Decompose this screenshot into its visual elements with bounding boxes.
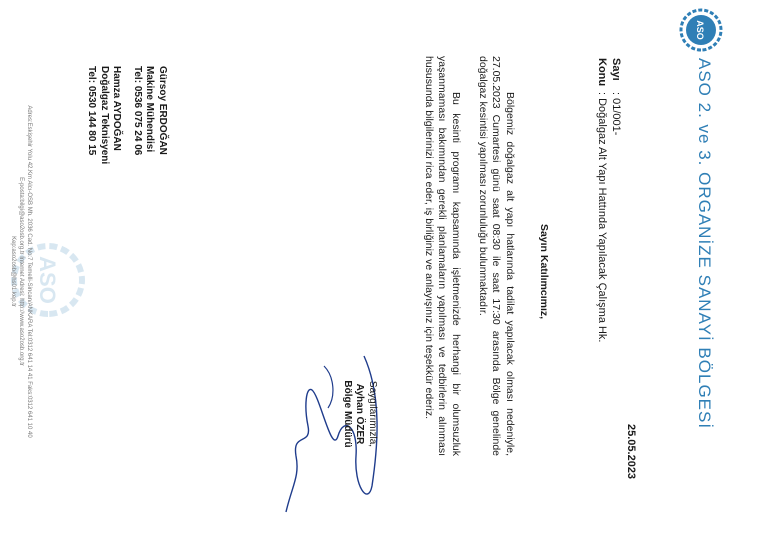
contact-role: Makine Mühendisi — [144, 66, 156, 153]
contact-item — [85, 66, 123, 164]
footer-address — [9, 16, 33, 527]
svg-text:ASO: ASO — [695, 20, 705, 40]
contact-name: Gürsoy ERDOĞAN — [157, 66, 168, 155]
subject-line — [596, 58, 608, 343]
contact-phone: Tel: 0536 075 24 06 — [132, 66, 143, 156]
contact-list — [77, 66, 168, 164]
signature-block — [341, 364, 379, 464]
contact-role: Doğalgaz Teknisyeni — [99, 66, 110, 165]
contact-name: Hamza AYDOĞAN — [111, 66, 123, 151]
letter-date: 25.05.2023 — [625, 424, 637, 480]
reference-number — [610, 58, 622, 135]
closing: Saygılarımızla, — [367, 380, 378, 448]
sayi-label: Sayı — [610, 58, 622, 81]
contact-item — [131, 66, 169, 164]
salutation: Sayın Katılımcımız, — [538, 223, 550, 320]
body-paragraph-1: Bölgemiz doğalgaz alt yapı hatlarında tadilat yapılacak olması nedeniyle, 27.05.2023 Cumartesi günü saat 08:30 ile saat 17:30 arasında Bölge genelinde doğalgaz kesintisi yapılması zorunluluğu bulunmaktadır. — [477, 56, 516, 456]
konu-value: : Doğalgaz Alt Yapı Hattında Yapılacak Çalışma Hk. — [596, 92, 608, 343]
signer-title: Bölge Müdürü — [342, 380, 353, 448]
footer-line-address: Adres:Eskişehir Yolu 42.Km Alcı-OSB Mh. 2036 Cad. No:7 Temelli-Sincan/ANKARA Tel:0312 641 14 41 Faks:0312 641 10 40 — [26, 105, 32, 438]
sayi-value: : 01/001- — [610, 92, 622, 136]
footer-line-email: E-posta:bilgi@aso2osb.org.tr İnternet Adresi: http://www.aso2osb.org.tr — [18, 177, 24, 366]
svg-text:ASO: ASO — [35, 256, 60, 304]
signer-name: Ayhan ÖZER — [354, 383, 366, 445]
organization-name: ASO 2. ve 3. ORGANİZE SANAYİ BÖLGESİ — [695, 58, 714, 430]
footer-line-kep: Kep:aso2osb@hs01.kep.tr — [10, 236, 16, 307]
aso-logo-icon — [678, 6, 724, 54]
body-paragraph-2: Bu kesinti programı kapsamında işletmenizde herhangi bir olumsuzluk yaşanmaması bakımından gerekli planlamaların yapılması ve tedbirlerin alınması hususunda bilgilerinizi rica eder, iş birliğiniz ve anlayışınız için teşekkür ederiz. — [423, 56, 462, 456]
contact-phone: Tel: 0530 144 80 15 — [86, 66, 98, 156]
konu-label: Konu — [596, 58, 608, 87]
